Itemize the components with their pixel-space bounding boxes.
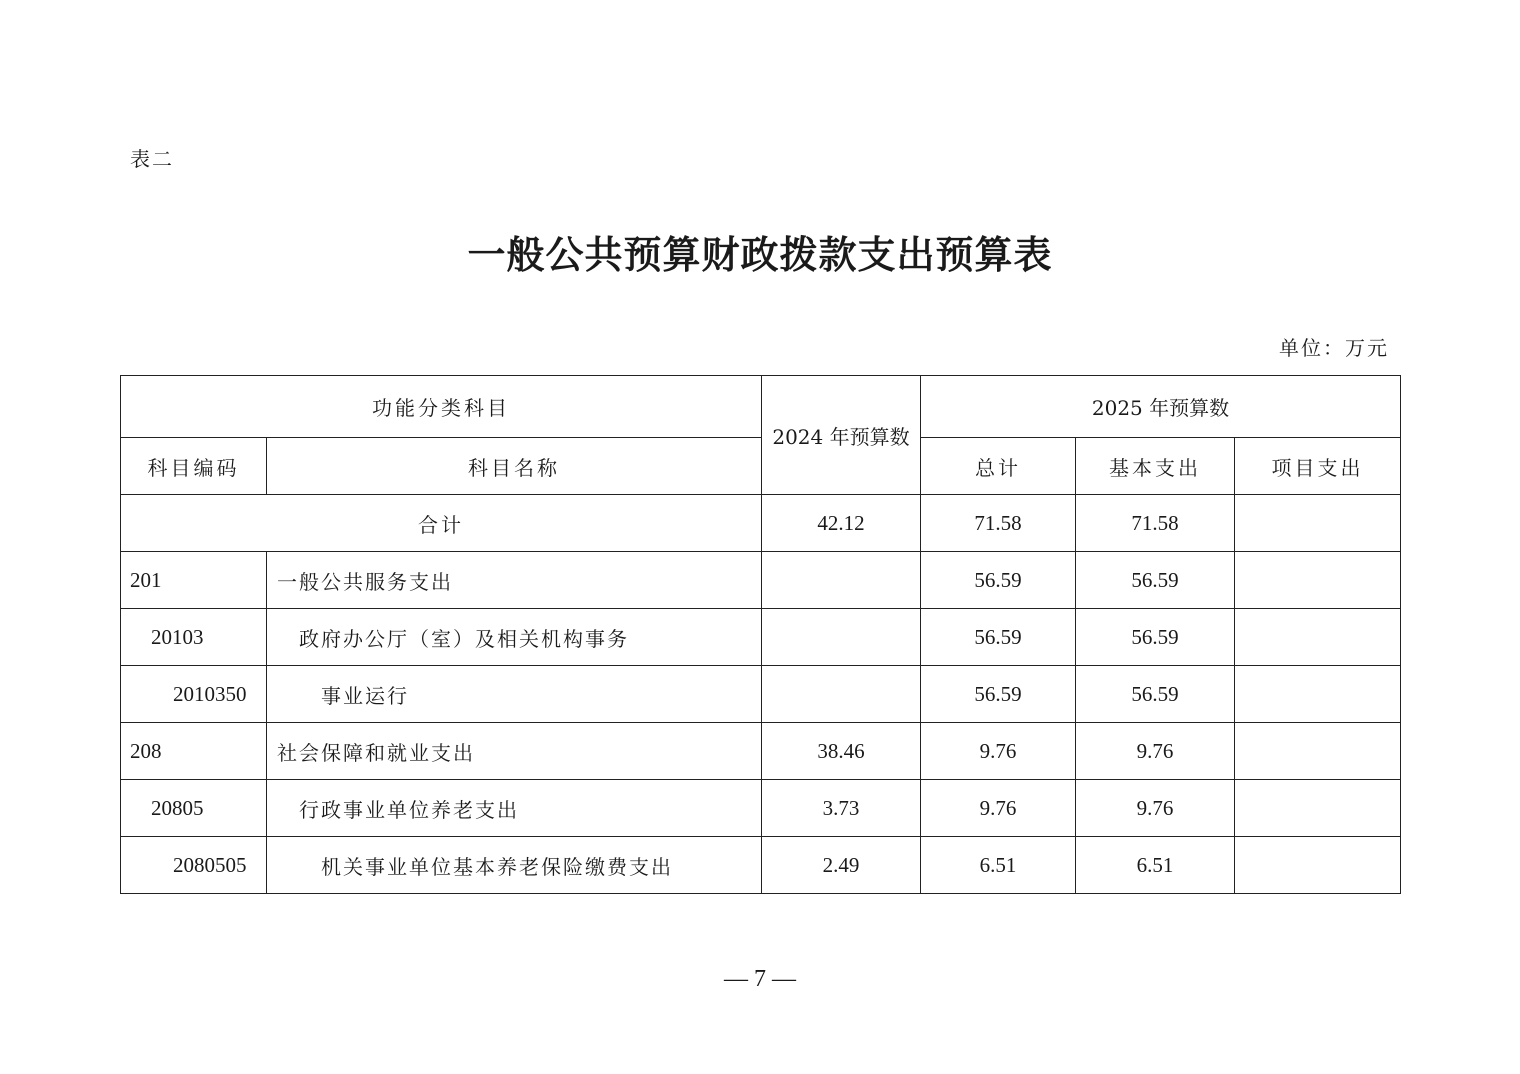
row-total: 56.59 [921,609,1076,666]
row-basic: 9.76 [1076,780,1235,837]
row-project [1235,723,1401,780]
row-project [1235,609,1401,666]
row-project [1235,780,1401,837]
total-budget-2024: 42.12 [762,495,921,552]
budget-table [120,375,1401,894]
row-total: 56.59 [921,666,1076,723]
basic-header: 基本支出 [1076,438,1235,495]
row-total: 9.76 [921,723,1076,780]
row-project [1235,666,1401,723]
table-row [121,609,1401,666]
row-code: 2010350 [121,666,267,723]
code-header: 科目编码 [121,438,267,495]
row-name: 机关事业单位基本养老保险缴费支出 [267,837,762,894]
row-basic: 9.76 [1076,723,1235,780]
row-budget-2024 [762,552,921,609]
row-budget-2024: 3.73 [762,780,921,837]
row-total: 6.51 [921,837,1076,894]
row-total: 56.59 [921,552,1076,609]
header-row-1 [121,376,1401,438]
row-name: 行政事业单位养老支出 [267,780,762,837]
row-code: 2080505 [121,837,267,894]
header-row-2 [121,438,1401,495]
total-basic: 71.58 [1076,495,1235,552]
budget-2025-header: 2025 年预算数 [921,376,1401,438]
table-body [121,376,1401,894]
table-row [121,780,1401,837]
row-name: 事业运行 [267,666,762,723]
total-row [121,495,1401,552]
row-budget-2024: 2.49 [762,837,921,894]
row-basic: 56.59 [1076,552,1235,609]
row-code: 20805 [121,780,267,837]
function-class-header: 功能分类科目 [121,376,762,438]
row-project [1235,552,1401,609]
table-row [121,666,1401,723]
row-basic: 56.59 [1076,666,1235,723]
table-row [121,723,1401,780]
row-code: 208 [121,723,267,780]
table-row [121,837,1401,894]
project-header: 项目支出 [1235,438,1401,495]
row-code: 201 [121,552,267,609]
row-code: 20103 [121,609,267,666]
row-budget-2024: 38.46 [762,723,921,780]
table-row [121,552,1401,609]
total-label: 合计 [121,495,762,552]
row-budget-2024 [762,609,921,666]
row-name: 政府办公厅（室）及相关机构事务 [267,609,762,666]
row-basic: 56.59 [1076,609,1235,666]
total-total: 71.58 [921,495,1076,552]
row-name: 社会保障和就业支出 [267,723,762,780]
row-budget-2024 [762,666,921,723]
page-number: — 7 — [724,966,796,992]
name-header: 科目名称 [267,438,762,495]
row-name: 一般公共服务支出 [267,552,762,609]
row-total: 9.76 [921,780,1076,837]
row-basic: 6.51 [1076,837,1235,894]
table-label: 表二 [130,147,174,171]
document-title: 一般公共预算财政拨款支出预算表 [467,232,1053,277]
total-project [1235,495,1401,552]
row-project [1235,837,1401,894]
budget-2024-header: 2024 年预算数 [762,376,921,495]
total-header: 总计 [921,438,1076,495]
unit-label: 单位：万元 [1279,336,1389,360]
